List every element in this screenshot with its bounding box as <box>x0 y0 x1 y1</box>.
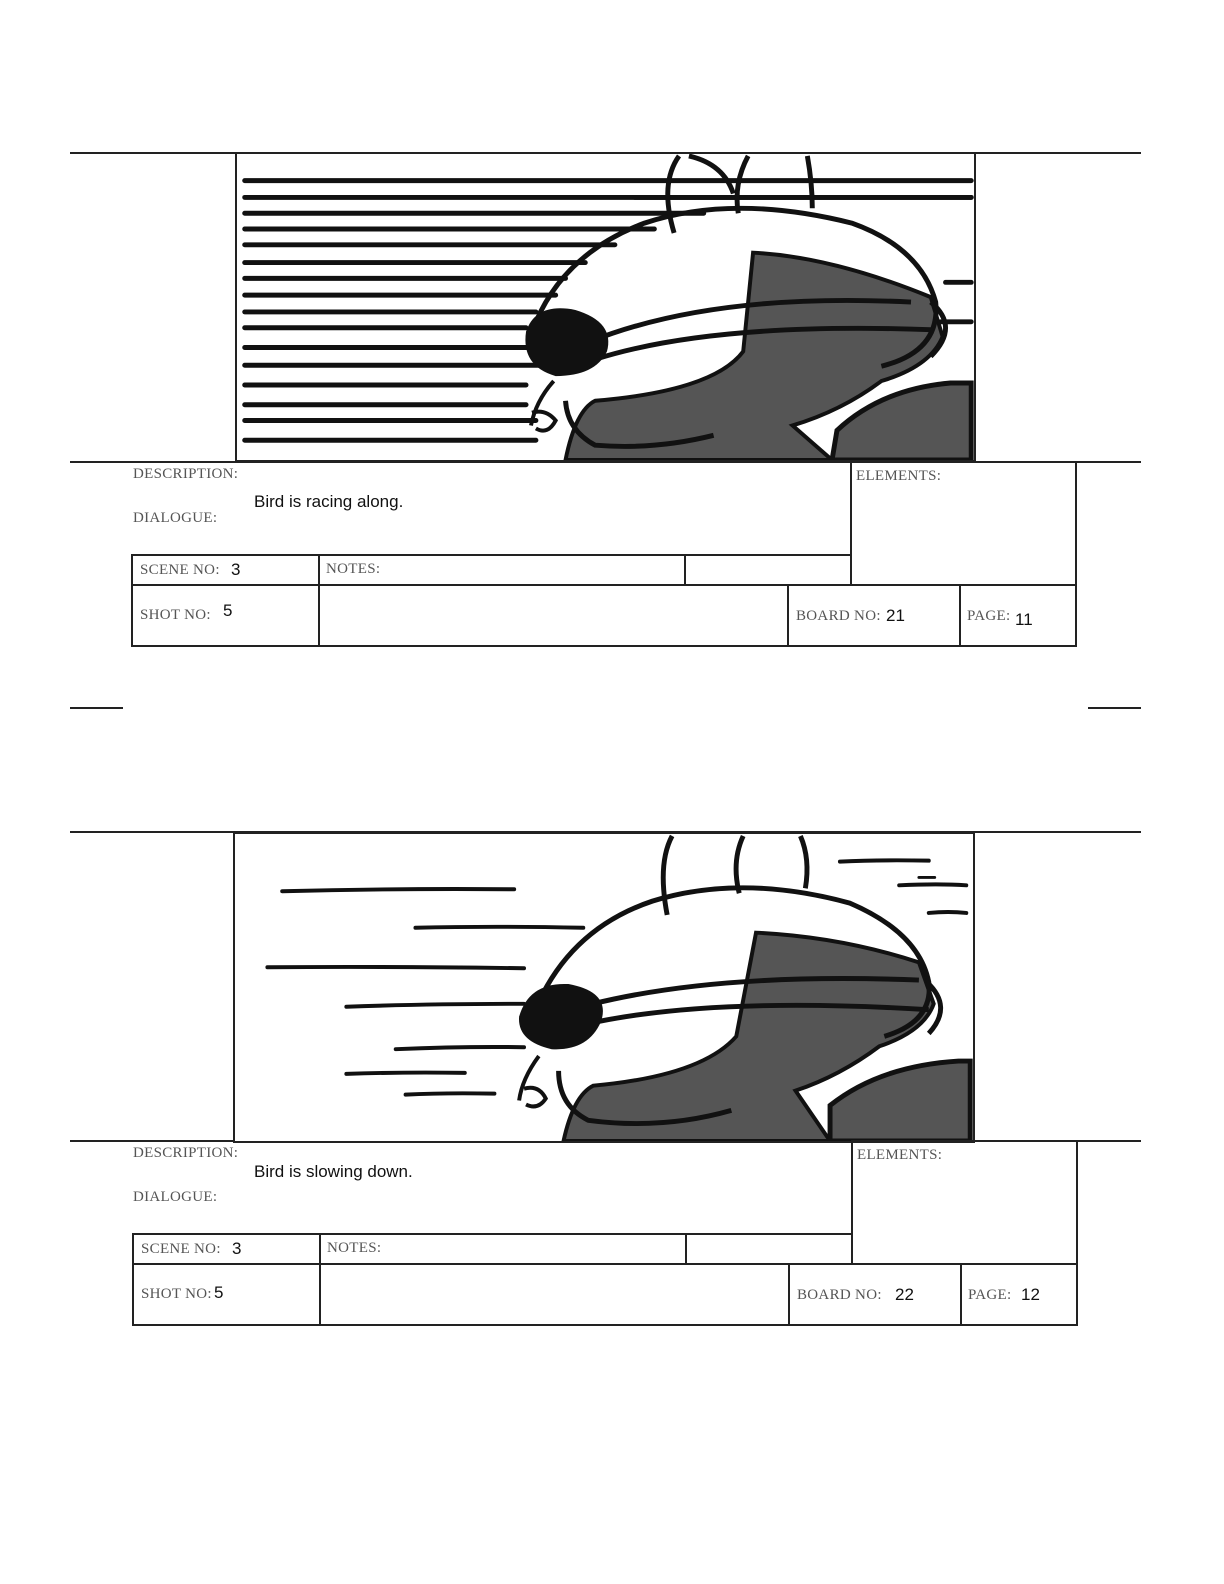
separator-tick-left <box>70 707 123 709</box>
board-no-value: 21 <box>886 606 905 625</box>
notes-cell <box>319 1233 687 1265</box>
notes-label: NOTES: <box>326 561 381 577</box>
scene-no-label: SCENE NO: <box>140 562 220 578</box>
page-value: 12 <box>1021 1285 1040 1304</box>
description-text: Bird is slowing down. <box>254 1162 413 1181</box>
shot-no-label: SHOT NO: <box>140 607 211 623</box>
bird-sketch-slowing <box>235 834 973 1141</box>
page-cell <box>959 584 1077 647</box>
page-cell <box>960 1263 1078 1326</box>
notes-label: NOTES: <box>327 1240 382 1256</box>
bird-sketch-racing <box>237 154 974 460</box>
shot-no-value: 5 <box>214 1283 224 1302</box>
board-no-cell <box>788 1263 962 1326</box>
board-no-label: BOARD NO: <box>796 608 881 624</box>
shot-no-label: SHOT NO: <box>141 1286 212 1302</box>
sketch-frame <box>233 832 975 1143</box>
separator-tick-right <box>1088 707 1141 709</box>
description-label: DESCRIPTION: <box>133 1145 239 1161</box>
scene-no-value: 3 <box>232 1239 242 1258</box>
elements-label: ELEMENTS: <box>857 1147 943 1163</box>
board-no-value: 22 <box>895 1285 914 1304</box>
dialogue-label: DIALOGUE: <box>133 1189 218 1205</box>
scene-no-cell <box>132 1233 321 1265</box>
notes-extra-cell <box>684 554 852 586</box>
elements-box <box>851 1140 1078 1265</box>
page-value: 11 <box>1015 610 1033 629</box>
notes-body-cell <box>319 1263 790 1326</box>
elements-box <box>850 461 1077 586</box>
scene-no-label: SCENE NO: <box>141 1241 221 1257</box>
scene-no-value: 3 <box>231 560 241 579</box>
dialogue-label: DIALOGUE: <box>133 510 218 526</box>
shot-no-value: 5 <box>223 601 233 620</box>
elements-label: ELEMENTS: <box>856 468 942 484</box>
shot-no-cell <box>131 584 320 647</box>
scene-no-cell <box>131 554 320 586</box>
notes-cell <box>318 554 686 586</box>
board-no-label: BOARD NO: <box>797 1287 882 1303</box>
board-no-cell <box>787 584 961 647</box>
notes-extra-cell <box>685 1233 853 1265</box>
description-text: Bird is racing along. <box>254 492 404 511</box>
page-label: PAGE: <box>968 1287 1012 1303</box>
notes-body-cell <box>318 584 789 647</box>
description-label: DESCRIPTION: <box>133 466 239 482</box>
page-label: PAGE: <box>967 608 1011 624</box>
sketch-frame <box>235 152 976 462</box>
shot-no-cell <box>132 1263 321 1326</box>
